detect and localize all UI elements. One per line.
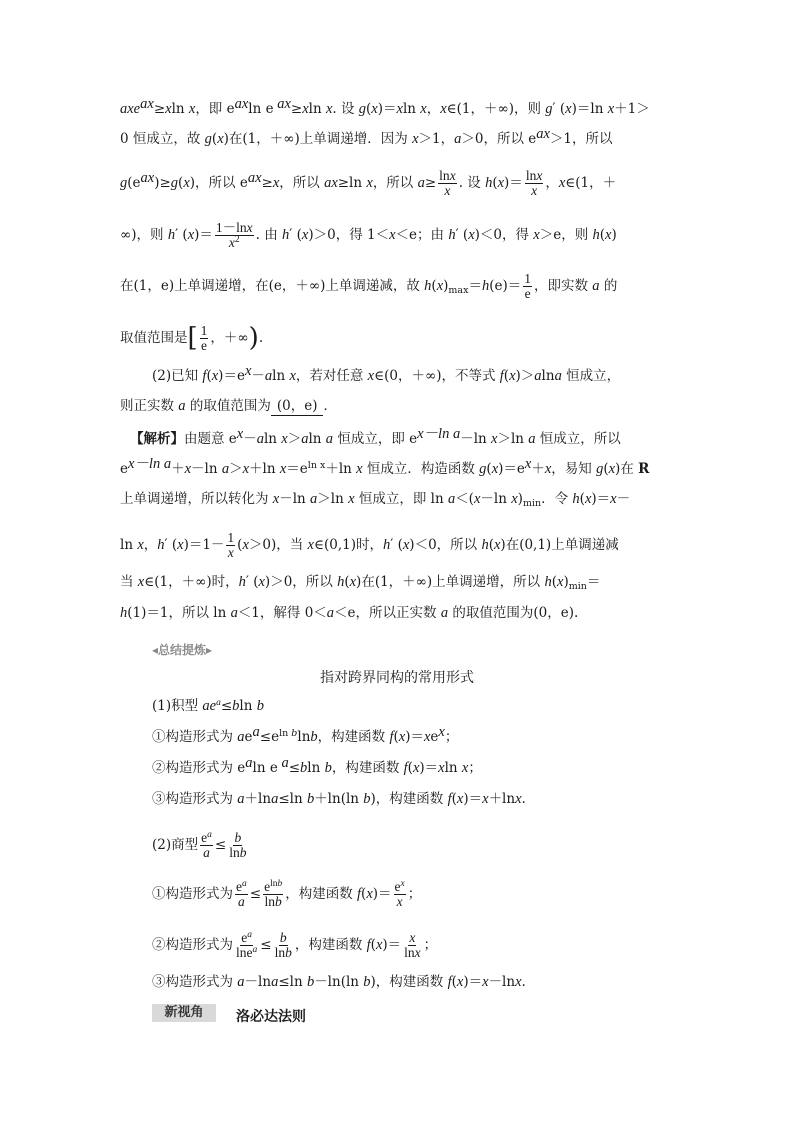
text-line: 0 恒成立，故 g(x)在(1，＋∞)上单调递增．因为 x＞1，a＞0，所以 $e^{ax}>1$，所以 [120,126,613,147]
text-line: ③构造形式为 a－lna≤ln b－ln(ln b)，构建函数 f(x)＝x－lnx. [152,974,526,990]
text-line: h(1)＝1，所以 ln a＜1，解得 0＜a＜e，所以正实数 a 的取值范围为(0，e). [120,605,579,621]
text-line: 取值范围是[ $\frac{1}{e}$ ，＋∞). [120,323,264,353]
text-line: $g(e^{ax})\ge g(x)$，所以 $e^{ax}\ge x$，所以 ax≥ln x，所以 a≥ $\frac{\ln x}{x}$ . 设 h(x)＝ $\frac{\ln x}{x}$ ，x∈(1，＋ [120,168,617,198]
text-line: ln x，h′ (x)＝1－ $\frac{1}{x}$ (x＞0)，当 x∈(0,1)时，h′ (x)＜0，所以 h(x)在(0,1)上单调递减 [120,530,619,560]
text-line: (2)商型 $\frac{e^a}{a}$ ≤ $\frac{b}{\ln b}$ [152,830,247,860]
text-line: 【解析】由题意 $e^x-aln$ x＞aln a 恒成立，即 $e^{x-ln a}-\ln$ x＞ln a 恒成立，所以 [130,426,621,447]
text-line: ②构造形式为 $e^a\ln$ e $^a$≤bln b，构建函数 f(x)＝xln x； [152,755,482,776]
text-line: ②构造形式为 $\frac{e^a}{\ln e^a}$ ≤ $\frac{b}{\ln b}$ ，构建函数 f(x)＝ $\frac{x}{\ln x}$ ； [152,930,438,960]
text-line: (1)积型 $ae^a\le bln$ b [152,698,264,714]
text-line: ①构造形式为 $\frac{e^a}{a}$ ≤ $\frac{e^{lnb}}{\ln b}$ ，构建函数 f(x)＝ $\frac{e^x}{x}$ ； [152,879,422,909]
text-line: 当 x∈(1，＋∞)时，h′ (x)＞0，所以 h(x)在(1，＋∞)上单调递增，所以 $h(x)_{min}=$ [120,574,601,592]
text-line: $e^{x-ln a}+x-\ln$ a＞x＋ln $x=e^{ln x}+\ln$ x 恒成立．构造函数 $g(x)=e^x+x$，易知 g(x)在 R [120,456,650,477]
new-view-title: 洛必达法则 [236,1009,306,1025]
summary-title: 指对跨界同构的常用形式 [320,670,474,686]
text-line: ③构造形式为 a＋lna≤ln b＋ln(ln b)，构建函数 f(x)＝x＋lnx. [152,791,526,807]
text-line: axe$^{ax}$≥xln x，即 $e^{ax}\ln$ e $^{ax}$≥xln x. 设 g(x)＝xln x，x∈(1，＋∞)，则 g′ (x)＝ln x＋1＞ [120,96,650,117]
text-line: ①构造形式为 $ae^a\le e^{ln b}\ln b$，构建函数 $f(x)=xe^x$； [152,724,459,745]
text-line: 上单调递增，所以转化为 x－ln a＞ln x 恒成立，即 ln a＜(x－ln $x)_{min}$．令 h(x)＝x－ [120,491,631,509]
text-line: (2)已知 $f(x)=e^x-aln$ x，若对任意 x∈(0，＋∞)，不等式 f(x)＞alna 恒成立， [152,363,621,384]
text-line: 则正实数 a 的取值范围为 (0，e) ． [120,398,337,414]
new-view-tag: 新视角 [152,1004,216,1022]
summary-tag: ◂总结提炼▸ [152,643,213,657]
text-line: 在(1，e)上单调递增，在(e，＋∞)上单调递减，故 $h(x)_{max}=h(e)=$ $\frac{1}{e}$ ，即实数 a 的 [120,271,618,301]
text-line: ∞)，则 h′ (x)＝ $\frac{1-\ln x}{x^2}$ . 由 h′ (x)＞0，得 1＜x＜e；由 h′ (x)＜0，得 x＞e，则 h(x) [120,220,617,250]
